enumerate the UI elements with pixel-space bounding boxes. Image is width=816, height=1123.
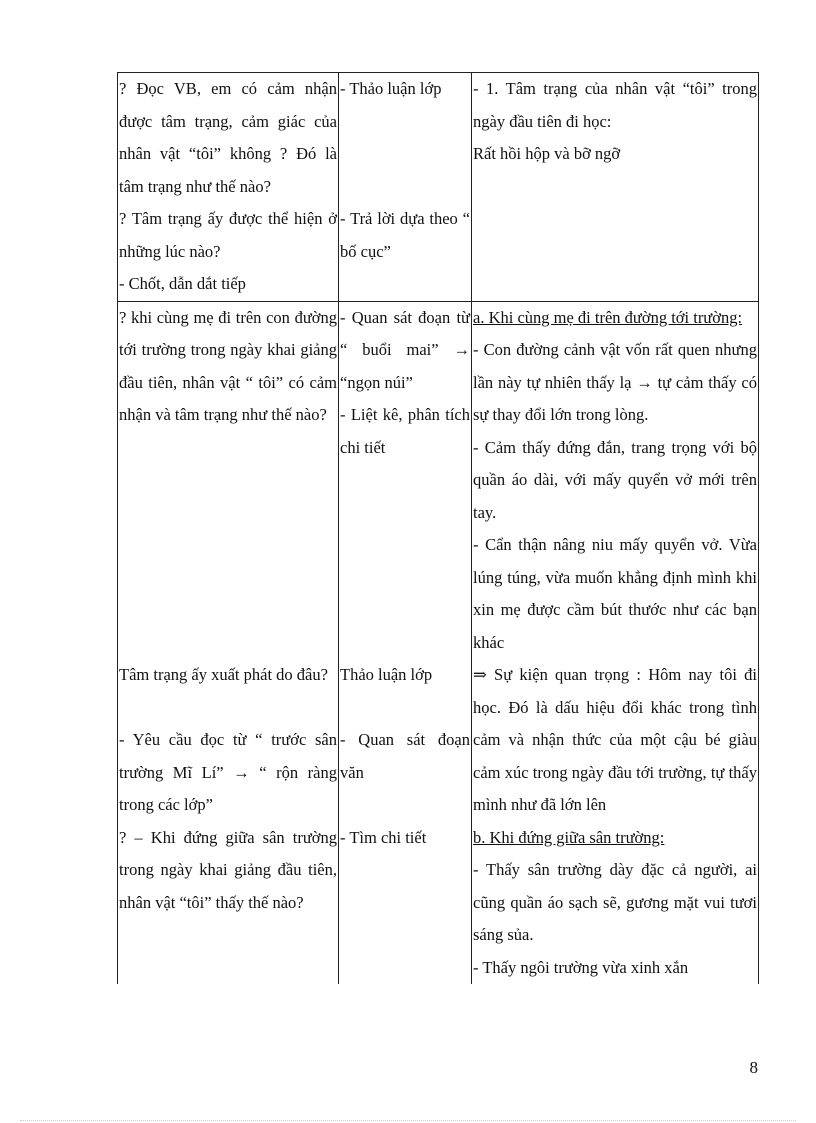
student-activity-cell	[339, 659, 472, 822]
teacher-activity-cell	[118, 822, 339, 985]
content-text: ⇒ Sự kiện quan trọng : Hôm nay tôi đi học. Đó là dấu hiệu đổi khác trong tình cảm và nhận thức của một cậu bé giàu cảm xúc trong ngày đầu tới trường, tự thấy mình như đã lớn lên	[473, 665, 757, 814]
content-text: - Cẩn thận nâng niu mấy quyển vở. Vừa lúng túng, vừa muốn khẳng định mình khi xin mẹ được cầm bút thước như các bạn khác	[473, 535, 757, 652]
student-activity: - Quan sát đoạn từ “ buổi mai” → “ngọn núi”	[340, 307, 470, 392]
content-text: - Con đường cảnh vật vốn rất quen nhưng lần này tự nhiên thấy lạ → tự cảm thấy có sự thay đổi lớn trong lòng.	[473, 340, 757, 424]
content-heading: - 1. Tâm trạng của nhân vật “tôi” trong ngày đầu tiên đi học:	[473, 79, 757, 131]
table-row	[118, 301, 759, 659]
content-text: - Thấy ngôi trường vừa xinh xắn	[473, 957, 689, 977]
student-activity: - Trả lời dựa theo “ bố cục”	[340, 209, 470, 261]
student-activity: - Liệt kê, phân tích chi tiết	[340, 405, 470, 457]
student-activity: - Tìm chi tiết	[340, 827, 427, 847]
content-text: - Cảm thấy đứng đắn, trang trọng với bộ quần áo dài, với mấy quyển vở mới trên tay.	[473, 437, 757, 522]
student-activity-cell	[339, 73, 472, 302]
teacher-activity-cell	[118, 301, 339, 659]
student-activity: - Quan sát đoạn văn	[340, 730, 470, 782]
student-activity-cell	[339, 301, 472, 659]
teacher-instruction: - Yêu cầu đọc từ “ trước sân trường Mĩ Lí” → “ rộn ràng trong các lớp”	[119, 730, 337, 814]
teacher-question: ? Tâm trạng ấy được thể hiện ở những lúc nào?	[119, 209, 337, 261]
table-row	[118, 659, 759, 822]
teacher-question: Tâm trạng ấy xuất phát do đâu?	[119, 665, 328, 684]
page-number: 8	[749, 1058, 758, 1077]
student-activity-cell	[339, 822, 472, 985]
footer-divider	[20, 1120, 796, 1121]
lesson-content-cell	[472, 822, 759, 985]
table-row	[118, 822, 759, 985]
teacher-question: ? khi cùng mẹ đi trên con đường tới trường trong ngày khai giảng đầu tiên, nhân vật “ tôi” có cảm nhận và tâm trạng như thế nào?	[119, 307, 337, 424]
teacher-question: ? – Khi đứng giữa sân trường trong ngày khai giảng đầu tiên, nhân vật “tôi” thấy thế nào?	[119, 827, 337, 912]
teacher-activity-cell	[118, 73, 339, 302]
table-row	[118, 73, 759, 302]
teacher-instruction: - Chốt, dẫn dắt tiếp	[119, 274, 246, 293]
student-activity: Thảo luận lớp	[340, 665, 433, 684]
lesson-content-cell	[472, 659, 759, 822]
teacher-question: ? Đọc VB, em có cảm nhận được tâm trạng, cảm giác của nhân vật “tôi” không ? Đó là tâm trạng như thế nào?	[119, 79, 337, 196]
lesson-table	[117, 72, 759, 984]
lesson-content-cell	[472, 73, 759, 302]
teacher-activity-cell	[118, 659, 339, 822]
content-text: Rất hồi hộp và bỡ ngỡ	[473, 144, 621, 163]
content-text: - Thấy sân trường dày đặc cả người, ai cũng quần áo sạch sẽ, gương mặt vui tươi sáng sủa.	[473, 860, 757, 944]
content-heading: a. Khi cùng mẹ đi trên đường tới trường:	[473, 307, 743, 327]
lesson-content-cell	[472, 301, 759, 659]
student-activity: - Thảo luận lớp	[340, 79, 442, 98]
content-heading: b. Khi đứng giữa sân trường:	[473, 827, 665, 847]
